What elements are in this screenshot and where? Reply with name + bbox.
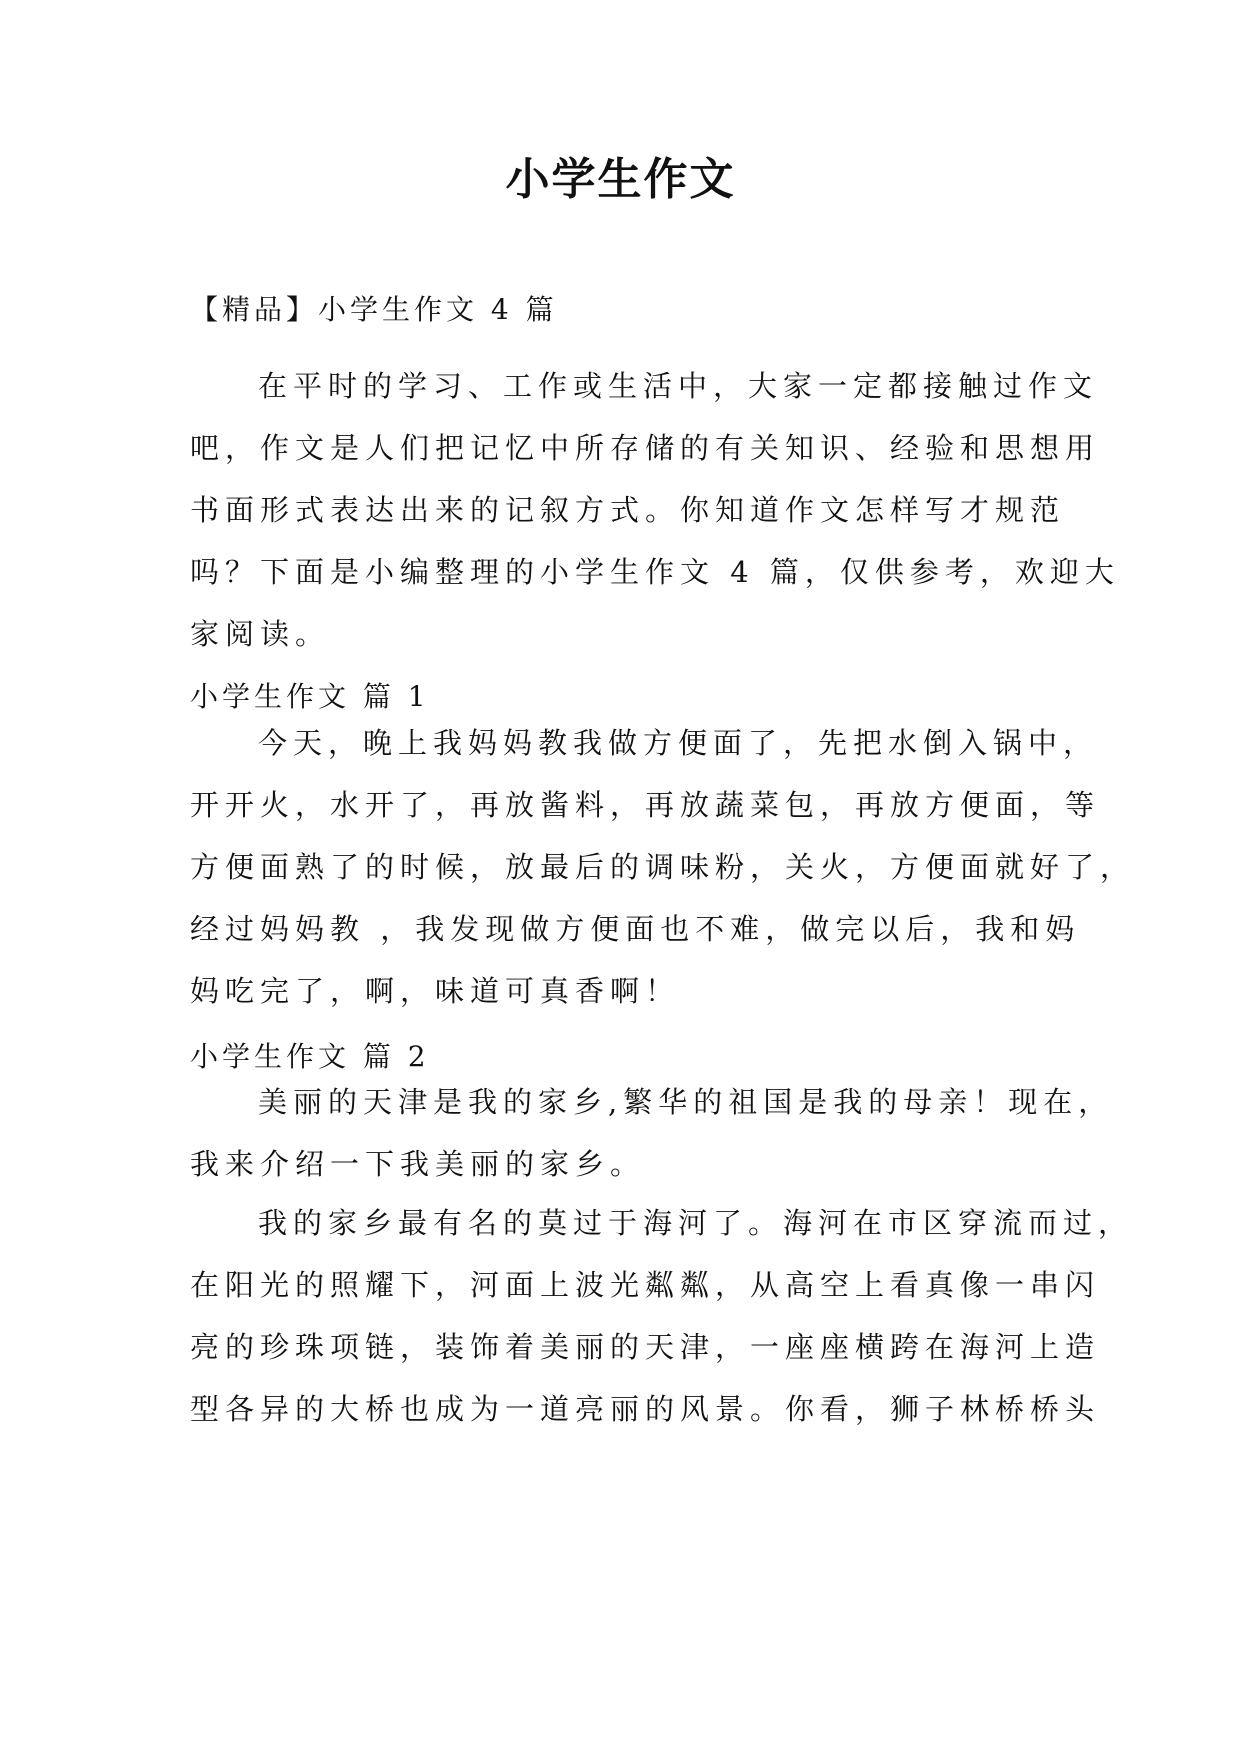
intro-line: 书面形式表达出来的记叙方式。你知道作文怎样写才规范 bbox=[190, 493, 1066, 527]
paragraph-line: 亮的珍珠项链，装饰着美丽的天津，一座座横跨在海河上造 bbox=[190, 1330, 1101, 1364]
section-heading-1: 小学生作文 篇 1 bbox=[190, 680, 430, 713]
document-subtitle: 【精品】小学生作文 4 篇 bbox=[190, 293, 558, 326]
paragraph-line: 我的家乡最有名的莫过于海河了。海河在市区穿流而过， bbox=[258, 1206, 1134, 1240]
intro-line: 家阅读。 bbox=[190, 617, 331, 651]
section-2-paragraph-1 bbox=[190, 1071, 1114, 1195]
intro-paragraph bbox=[190, 355, 1120, 665]
paragraph-line: 在阳光的照耀下，河面上波光粼粼，从高空上看真像一串闪 bbox=[190, 1268, 1101, 1302]
paragraph-line: 经过妈妈教 ，我发现做方便面也不难，做完以后，我和妈 bbox=[190, 912, 1081, 946]
section-heading-2: 小学生作文 篇 2 bbox=[190, 1040, 430, 1073]
paragraph-line: 今天，晚上我妈妈教我做方便面了，先把水倒入锅中， bbox=[258, 726, 1099, 760]
paragraph-line: 美丽的天津是我的家乡,繁华的祖国是我的母亲！现在， bbox=[258, 1085, 1114, 1119]
document-title: 小学生作文 bbox=[505, 154, 736, 205]
intro-line: 在平时的学习、工作或生活中，大家一定都接触过作文 bbox=[258, 369, 1099, 403]
intro-line: 吗？下面是小编整理的小学生作文 4 篇，仅供参考，欢迎大 bbox=[190, 555, 1120, 589]
paragraph-line: 妈吃完了，啊，味道可真香啊！ bbox=[190, 974, 681, 1008]
section-2-paragraph-2 bbox=[190, 1192, 1134, 1440]
paragraph-line: 型各异的大桥也成为一道亮丽的风景。你看，狮子林桥桥头 bbox=[190, 1392, 1101, 1426]
paragraph-line: 我来介绍一下我美丽的家乡。 bbox=[190, 1147, 646, 1181]
paragraph-line: 开开火，水开了，再放酱料，再放蔬菜包，再放方便面，等 bbox=[190, 788, 1101, 822]
paragraph-line: 方便面熟了的时候，放最后的调味粉，关火，方便面就好了， bbox=[190, 850, 1136, 884]
intro-line: 吧，作文是人们把记忆中所存储的有关知识、经验和思想用 bbox=[190, 431, 1101, 465]
section-1-paragraph bbox=[190, 712, 1136, 1022]
